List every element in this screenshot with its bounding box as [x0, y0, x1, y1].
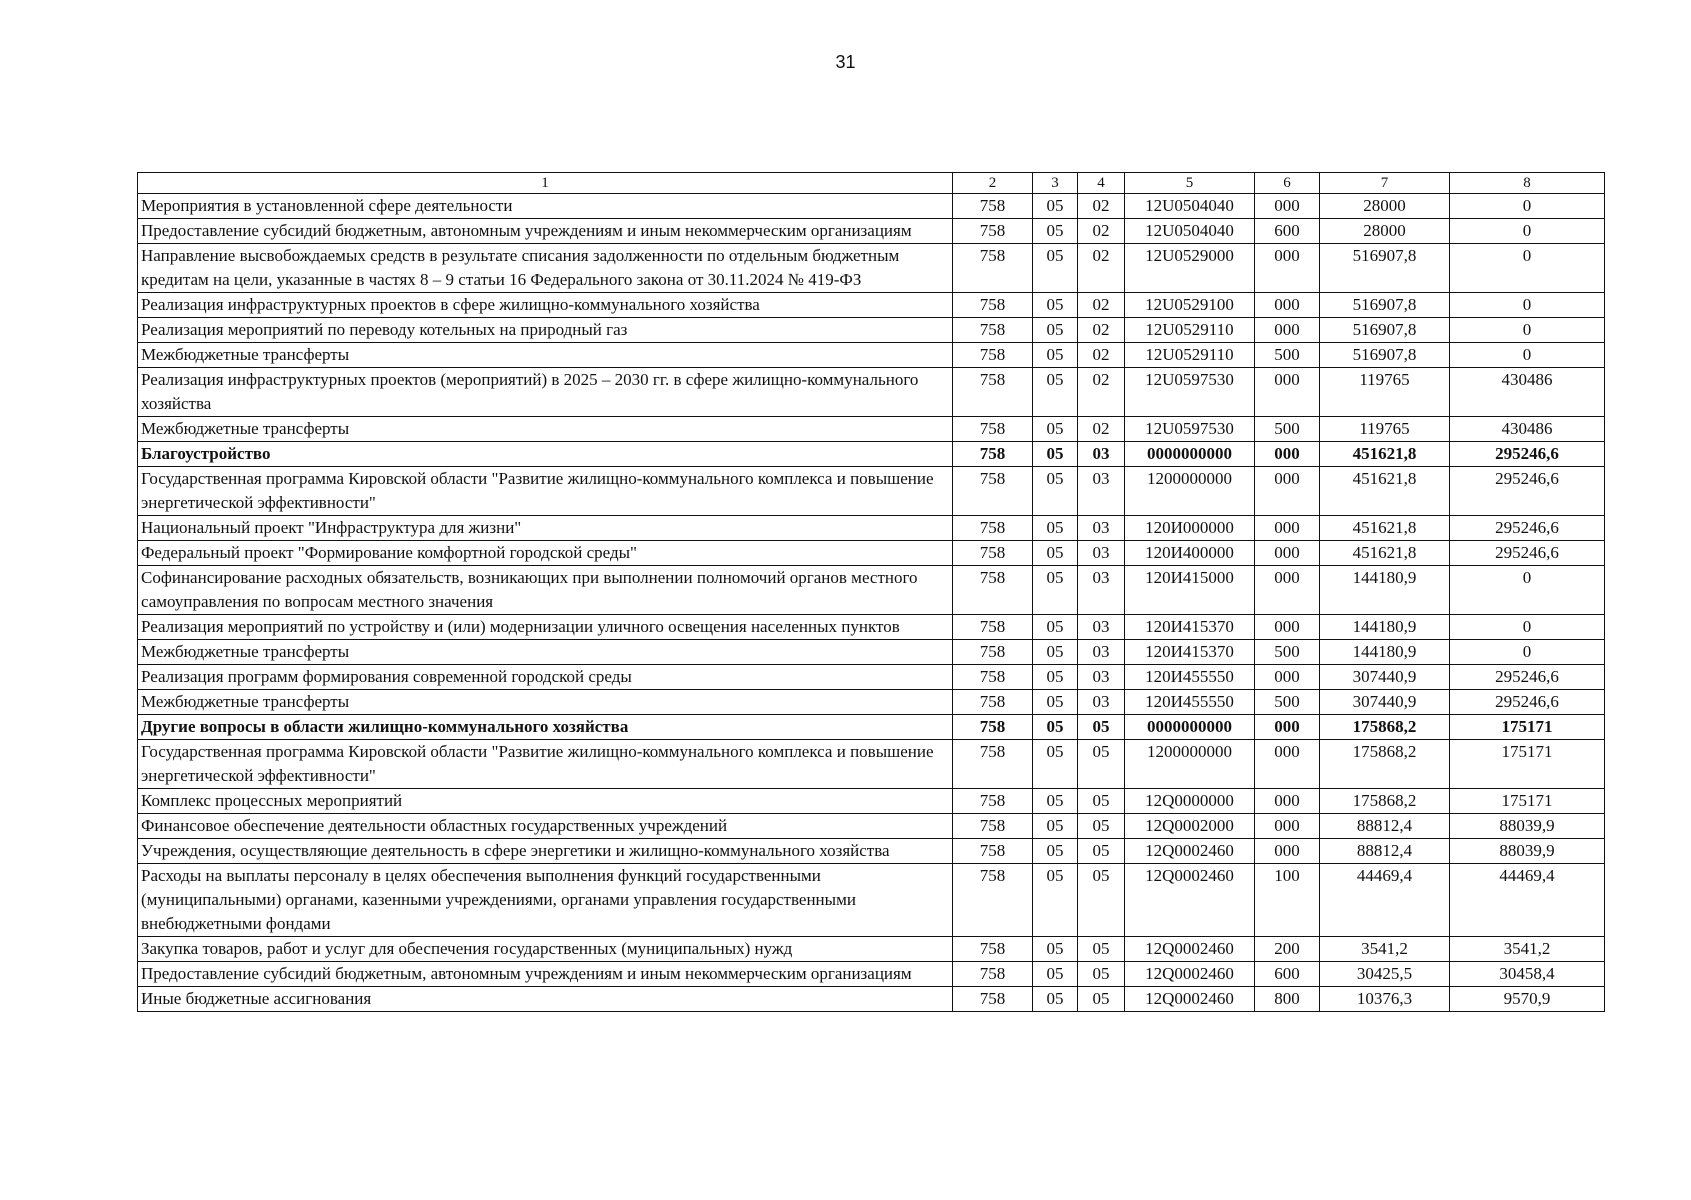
amount-year2-cell: 295246,6: [1450, 541, 1605, 566]
amount-year1-cell: 10376,3: [1320, 987, 1450, 1012]
section-cell: 05: [1033, 690, 1078, 715]
header-row: [138, 173, 1605, 194]
page-number: 31: [835, 52, 856, 72]
amount-year2-cell: 88039,9: [1450, 839, 1605, 864]
row-name-cell: Закупка товаров, работ и услуг для обеспечения государственных (муниципальных) нужд: [138, 937, 953, 962]
amount-year2-cell: 295246,6: [1450, 442, 1605, 467]
amount-year2-cell: 44469,4: [1450, 864, 1605, 937]
section-cell: 05: [1033, 962, 1078, 987]
column-header: 7: [1320, 173, 1450, 194]
target-article-cell: 12U0529000: [1125, 244, 1255, 293]
expense-type-cell: 200: [1255, 937, 1320, 962]
target-article-cell: 0000000000: [1125, 442, 1255, 467]
subsection-cell: 03: [1078, 467, 1125, 516]
table-row: [138, 640, 1605, 665]
row-name-cell: Реализация инфраструктурных проектов (мероприятий) в 2025 – 2030 гг. в сфере жилищно-коммунального хозяйства: [138, 368, 953, 417]
subsection-cell: 02: [1078, 318, 1125, 343]
subsection-cell: 05: [1078, 864, 1125, 937]
row-name-cell: Реализация инфраструктурных проектов в сфере жилищно-коммунального хозяйства: [138, 293, 953, 318]
section-cell: 05: [1033, 368, 1078, 417]
subsection-cell: 03: [1078, 640, 1125, 665]
section-cell: 05: [1033, 219, 1078, 244]
table-row: [138, 839, 1605, 864]
budget-table: [137, 172, 1605, 1012]
table-row: [138, 293, 1605, 318]
expense-type-cell: 000: [1255, 566, 1320, 615]
amount-year1-cell: 30425,5: [1320, 962, 1450, 987]
admin-code-cell: 758: [953, 789, 1033, 814]
row-name-cell: Государственная программа Кировской области "Развитие жилищно-коммунального комплекса и повышение энергетической эффективности": [138, 467, 953, 516]
expense-type-cell: 000: [1255, 442, 1320, 467]
row-name-cell: Межбюджетные трансферты: [138, 640, 953, 665]
expense-type-cell: 000: [1255, 368, 1320, 417]
target-article-cell: 12U0597530: [1125, 368, 1255, 417]
column-header: 6: [1255, 173, 1320, 194]
amount-year1-cell: 119765: [1320, 417, 1450, 442]
amount-year2-cell: 9570,9: [1450, 987, 1605, 1012]
expense-type-cell: 000: [1255, 467, 1320, 516]
target-article-cell: 0000000000: [1125, 715, 1255, 740]
row-name-cell: Государственная программа Кировской области "Развитие жилищно-коммунального комплекса и повышение энергетической эффективности": [138, 740, 953, 789]
table-row: [138, 194, 1605, 219]
table-row: [138, 665, 1605, 690]
section-cell: 05: [1033, 615, 1078, 640]
section-cell: 05: [1033, 318, 1078, 343]
amount-year1-cell: 144180,9: [1320, 640, 1450, 665]
table-row: [138, 516, 1605, 541]
admin-code-cell: 758: [953, 814, 1033, 839]
subsection-cell: 03: [1078, 541, 1125, 566]
section-cell: 05: [1033, 343, 1078, 368]
section-cell: 05: [1033, 516, 1078, 541]
row-name-cell: Межбюджетные трансферты: [138, 343, 953, 368]
subsection-cell: 05: [1078, 789, 1125, 814]
admin-code-cell: 758: [953, 937, 1033, 962]
expense-type-cell: 000: [1255, 740, 1320, 789]
expense-type-cell: 600: [1255, 962, 1320, 987]
subsection-cell: 03: [1078, 615, 1125, 640]
table-row: [138, 541, 1605, 566]
amount-year2-cell: 0: [1450, 615, 1605, 640]
amount-year2-cell: 295246,6: [1450, 516, 1605, 541]
target-article-cell: 120И400000: [1125, 541, 1255, 566]
admin-code-cell: 758: [953, 219, 1033, 244]
amount-year1-cell: 451621,8: [1320, 541, 1450, 566]
amount-year1-cell: 88812,4: [1320, 839, 1450, 864]
subsection-cell: 05: [1078, 937, 1125, 962]
amount-year1-cell: 307440,9: [1320, 665, 1450, 690]
subsection-cell: 05: [1078, 740, 1125, 789]
table-row: [138, 566, 1605, 615]
admin-code-cell: 758: [953, 516, 1033, 541]
section-cell: 05: [1033, 244, 1078, 293]
section-cell: 05: [1033, 665, 1078, 690]
table-row: [138, 740, 1605, 789]
column-header: 8: [1450, 173, 1605, 194]
amount-year2-cell: 0: [1450, 318, 1605, 343]
row-name-cell: Софинансирование расходных обязательств, возникающих при выполнении полномочий органов местного самоуправления по вопросам местного значения: [138, 566, 953, 615]
row-name-cell: Комплекс процессных мероприятий: [138, 789, 953, 814]
expense-type-cell: 600: [1255, 219, 1320, 244]
amount-year1-cell: 3541,2: [1320, 937, 1450, 962]
subsection-cell: 05: [1078, 814, 1125, 839]
expense-type-cell: 500: [1255, 417, 1320, 442]
target-article-cell: 12U0504040: [1125, 219, 1255, 244]
admin-code-cell: 758: [953, 244, 1033, 293]
table-row: [138, 962, 1605, 987]
amount-year1-cell: 451621,8: [1320, 467, 1450, 516]
expense-type-cell: 500: [1255, 640, 1320, 665]
admin-code-cell: 758: [953, 293, 1033, 318]
expense-type-cell: 000: [1255, 318, 1320, 343]
row-name-cell: Иные бюджетные ассигнования: [138, 987, 953, 1012]
admin-code-cell: 758: [953, 665, 1033, 690]
section-cell: 05: [1033, 789, 1078, 814]
target-article-cell: 120И415370: [1125, 640, 1255, 665]
table-row: [138, 219, 1605, 244]
expense-type-cell: 500: [1255, 343, 1320, 368]
expense-type-cell: 500: [1255, 690, 1320, 715]
subsection-cell: 05: [1078, 839, 1125, 864]
subsection-cell: 02: [1078, 368, 1125, 417]
row-name-cell: Предоставление субсидий бюджетным, автономным учреждениям и иным некоммерческим организациям: [138, 219, 953, 244]
subsection-cell: 02: [1078, 417, 1125, 442]
target-article-cell: 120И415370: [1125, 615, 1255, 640]
amount-year2-cell: 0: [1450, 343, 1605, 368]
target-article-cell: 12Q0002000: [1125, 814, 1255, 839]
admin-code-cell: 758: [953, 864, 1033, 937]
section-cell: 05: [1033, 640, 1078, 665]
row-name-cell: Реализация программ формирования современной городской среды: [138, 665, 953, 690]
amount-year1-cell: 28000: [1320, 219, 1450, 244]
amount-year1-cell: 451621,8: [1320, 516, 1450, 541]
table-row: [138, 615, 1605, 640]
admin-code-cell: 758: [953, 541, 1033, 566]
table-row: [138, 987, 1605, 1012]
expense-type-cell: 000: [1255, 789, 1320, 814]
section-cell: 05: [1033, 715, 1078, 740]
target-article-cell: 12U0529100: [1125, 293, 1255, 318]
table-row: [138, 789, 1605, 814]
amount-year2-cell: 430486: [1450, 368, 1605, 417]
section-cell: 05: [1033, 740, 1078, 789]
subsection-cell: 02: [1078, 293, 1125, 318]
target-article-cell: 120И455550: [1125, 690, 1255, 715]
target-article-cell: 120И415000: [1125, 566, 1255, 615]
amount-year1-cell: 175868,2: [1320, 740, 1450, 789]
table-row: [138, 814, 1605, 839]
amount-year1-cell: 88812,4: [1320, 814, 1450, 839]
admin-code-cell: 758: [953, 690, 1033, 715]
amount-year1-cell: 451621,8: [1320, 442, 1450, 467]
amount-year1-cell: 28000: [1320, 194, 1450, 219]
section-cell: 05: [1033, 417, 1078, 442]
subsection-cell: 05: [1078, 987, 1125, 1012]
subsection-cell: 03: [1078, 442, 1125, 467]
row-name-cell: Реализация мероприятий по переводу котельных на природный газ: [138, 318, 953, 343]
expense-type-cell: 000: [1255, 665, 1320, 690]
row-name-cell: Межбюджетные трансферты: [138, 690, 953, 715]
target-article-cell: 12Q0002460: [1125, 864, 1255, 937]
table-row: [138, 442, 1605, 467]
amount-year2-cell: 0: [1450, 640, 1605, 665]
table-row: [138, 244, 1605, 293]
admin-code-cell: 758: [953, 566, 1033, 615]
expense-type-cell: 800: [1255, 987, 1320, 1012]
target-article-cell: 12U0504040: [1125, 194, 1255, 219]
admin-code-cell: 758: [953, 442, 1033, 467]
column-header: 1: [138, 173, 953, 194]
subsection-cell: 03: [1078, 566, 1125, 615]
column-header: 4: [1078, 173, 1125, 194]
expense-type-cell: 000: [1255, 814, 1320, 839]
amount-year2-cell: 88039,9: [1450, 814, 1605, 839]
table-row: [138, 715, 1605, 740]
target-article-cell: 1200000000: [1125, 467, 1255, 516]
admin-code-cell: 758: [953, 715, 1033, 740]
admin-code-cell: 758: [953, 368, 1033, 417]
subsection-cell: 03: [1078, 665, 1125, 690]
section-cell: 05: [1033, 937, 1078, 962]
column-header: 2: [953, 173, 1033, 194]
amount-year2-cell: 0: [1450, 566, 1605, 615]
expense-type-cell: 000: [1255, 541, 1320, 566]
column-header: 5: [1125, 173, 1255, 194]
table-row: [138, 417, 1605, 442]
expense-type-cell: 000: [1255, 244, 1320, 293]
expense-type-cell: 000: [1255, 194, 1320, 219]
amount-year1-cell: 119765: [1320, 368, 1450, 417]
row-name-cell: Направление высвобождаемых средств в результате списания задолженности по отдельным бюджетным кредитам на цели, указанные в частях 8 – 9 статьи 16 Федерального закона от 30.11.2024 № 419-ФЗ: [138, 244, 953, 293]
table-row: [138, 368, 1605, 417]
table-row: [138, 467, 1605, 516]
amount-year2-cell: 430486: [1450, 417, 1605, 442]
row-name-cell: Национальный проект "Инфраструктура для жизни": [138, 516, 953, 541]
section-cell: 05: [1033, 987, 1078, 1012]
target-article-cell: 12U0529110: [1125, 343, 1255, 368]
amount-year1-cell: 44469,4: [1320, 864, 1450, 937]
section-cell: 05: [1033, 194, 1078, 219]
admin-code-cell: 758: [953, 987, 1033, 1012]
amount-year1-cell: 516907,8: [1320, 318, 1450, 343]
table-row: [138, 343, 1605, 368]
target-article-cell: 12U0529110: [1125, 318, 1255, 343]
amount-year2-cell: 175171: [1450, 740, 1605, 789]
target-article-cell: 120И455550: [1125, 665, 1255, 690]
table-row: [138, 864, 1605, 937]
table-row: [138, 690, 1605, 715]
subsection-cell: 02: [1078, 219, 1125, 244]
row-name-cell: Расходы на выплаты персоналу в целях обеспечения выполнения функций государственными (муниципальными) органами, казенными учреждениями, органами управления государственными внебюджетными фондами: [138, 864, 953, 937]
amount-year2-cell: 0: [1450, 194, 1605, 219]
amount-year2-cell: 0: [1450, 219, 1605, 244]
admin-code-cell: 758: [953, 962, 1033, 987]
row-name-cell: Мероприятия в установленной сфере деятельности: [138, 194, 953, 219]
amount-year2-cell: 30458,4: [1450, 962, 1605, 987]
amount-year1-cell: 175868,2: [1320, 789, 1450, 814]
amount-year2-cell: 175171: [1450, 789, 1605, 814]
target-article-cell: 12Q0002460: [1125, 937, 1255, 962]
target-article-cell: 12Q0002460: [1125, 987, 1255, 1012]
admin-code-cell: 758: [953, 740, 1033, 789]
admin-code-cell: 758: [953, 467, 1033, 516]
admin-code-cell: 758: [953, 343, 1033, 368]
expense-type-cell: 000: [1255, 516, 1320, 541]
table-row: [138, 937, 1605, 962]
amount-year2-cell: 175171: [1450, 715, 1605, 740]
amount-year1-cell: 516907,8: [1320, 343, 1450, 368]
expense-type-cell: 100: [1255, 864, 1320, 937]
expense-type-cell: 000: [1255, 615, 1320, 640]
row-name-cell: Финансовое обеспечение деятельности областных государственных учреждений: [138, 814, 953, 839]
admin-code-cell: 758: [953, 615, 1033, 640]
target-article-cell: 12Q0002460: [1125, 962, 1255, 987]
table-row: [138, 318, 1605, 343]
amount-year1-cell: 307440,9: [1320, 690, 1450, 715]
subsection-cell: 02: [1078, 244, 1125, 293]
amount-year1-cell: 516907,8: [1320, 244, 1450, 293]
admin-code-cell: 758: [953, 318, 1033, 343]
section-cell: 05: [1033, 864, 1078, 937]
subsection-cell: 02: [1078, 343, 1125, 368]
subsection-cell: 02: [1078, 194, 1125, 219]
section-cell: 05: [1033, 541, 1078, 566]
expense-type-cell: 000: [1255, 715, 1320, 740]
target-article-cell: 120И000000: [1125, 516, 1255, 541]
section-cell: 05: [1033, 442, 1078, 467]
admin-code-cell: 758: [953, 839, 1033, 864]
amount-year1-cell: 144180,9: [1320, 615, 1450, 640]
row-name-cell: Реализация мероприятий по устройству и (или) модернизации уличного освещения населенных пунктов: [138, 615, 953, 640]
amount-year1-cell: 516907,8: [1320, 293, 1450, 318]
row-name-cell: Благоустройство: [138, 442, 953, 467]
amount-year1-cell: 175868,2: [1320, 715, 1450, 740]
expense-type-cell: 000: [1255, 293, 1320, 318]
row-name-cell: Другие вопросы в области жилищно-коммунального хозяйства: [138, 715, 953, 740]
admin-code-cell: 758: [953, 417, 1033, 442]
admin-code-cell: 758: [953, 194, 1033, 219]
amount-year1-cell: 144180,9: [1320, 566, 1450, 615]
amount-year2-cell: 295246,6: [1450, 467, 1605, 516]
section-cell: 05: [1033, 566, 1078, 615]
section-cell: 05: [1033, 293, 1078, 318]
row-name-cell: Межбюджетные трансферты: [138, 417, 953, 442]
amount-year2-cell: 3541,2: [1450, 937, 1605, 962]
expense-type-cell: 000: [1255, 839, 1320, 864]
subsection-cell: 03: [1078, 516, 1125, 541]
target-article-cell: 12U0597530: [1125, 417, 1255, 442]
admin-code-cell: 758: [953, 640, 1033, 665]
subsection-cell: 05: [1078, 715, 1125, 740]
subsection-cell: 05: [1078, 962, 1125, 987]
table-body: [138, 194, 1605, 1012]
amount-year2-cell: 0: [1450, 244, 1605, 293]
section-cell: 05: [1033, 839, 1078, 864]
subsection-cell: 03: [1078, 690, 1125, 715]
row-name-cell: Учреждения, осуществляющие деятельность в сфере энергетики и жилищно-коммунального хозяйства: [138, 839, 953, 864]
target-article-cell: 1200000000: [1125, 740, 1255, 789]
row-name-cell: Федеральный проект "Формирование комфортной городской среды": [138, 541, 953, 566]
amount-year2-cell: 295246,6: [1450, 665, 1605, 690]
target-article-cell: 12Q0002460: [1125, 839, 1255, 864]
column-header: 3: [1033, 173, 1078, 194]
target-article-cell: 12Q0000000: [1125, 789, 1255, 814]
amount-year2-cell: 295246,6: [1450, 690, 1605, 715]
amount-year2-cell: 0: [1450, 293, 1605, 318]
row-name-cell: Предоставление субсидий бюджетным, автономным учреждениям и иным некоммерческим организациям: [138, 962, 953, 987]
section-cell: 05: [1033, 467, 1078, 516]
section-cell: 05: [1033, 814, 1078, 839]
